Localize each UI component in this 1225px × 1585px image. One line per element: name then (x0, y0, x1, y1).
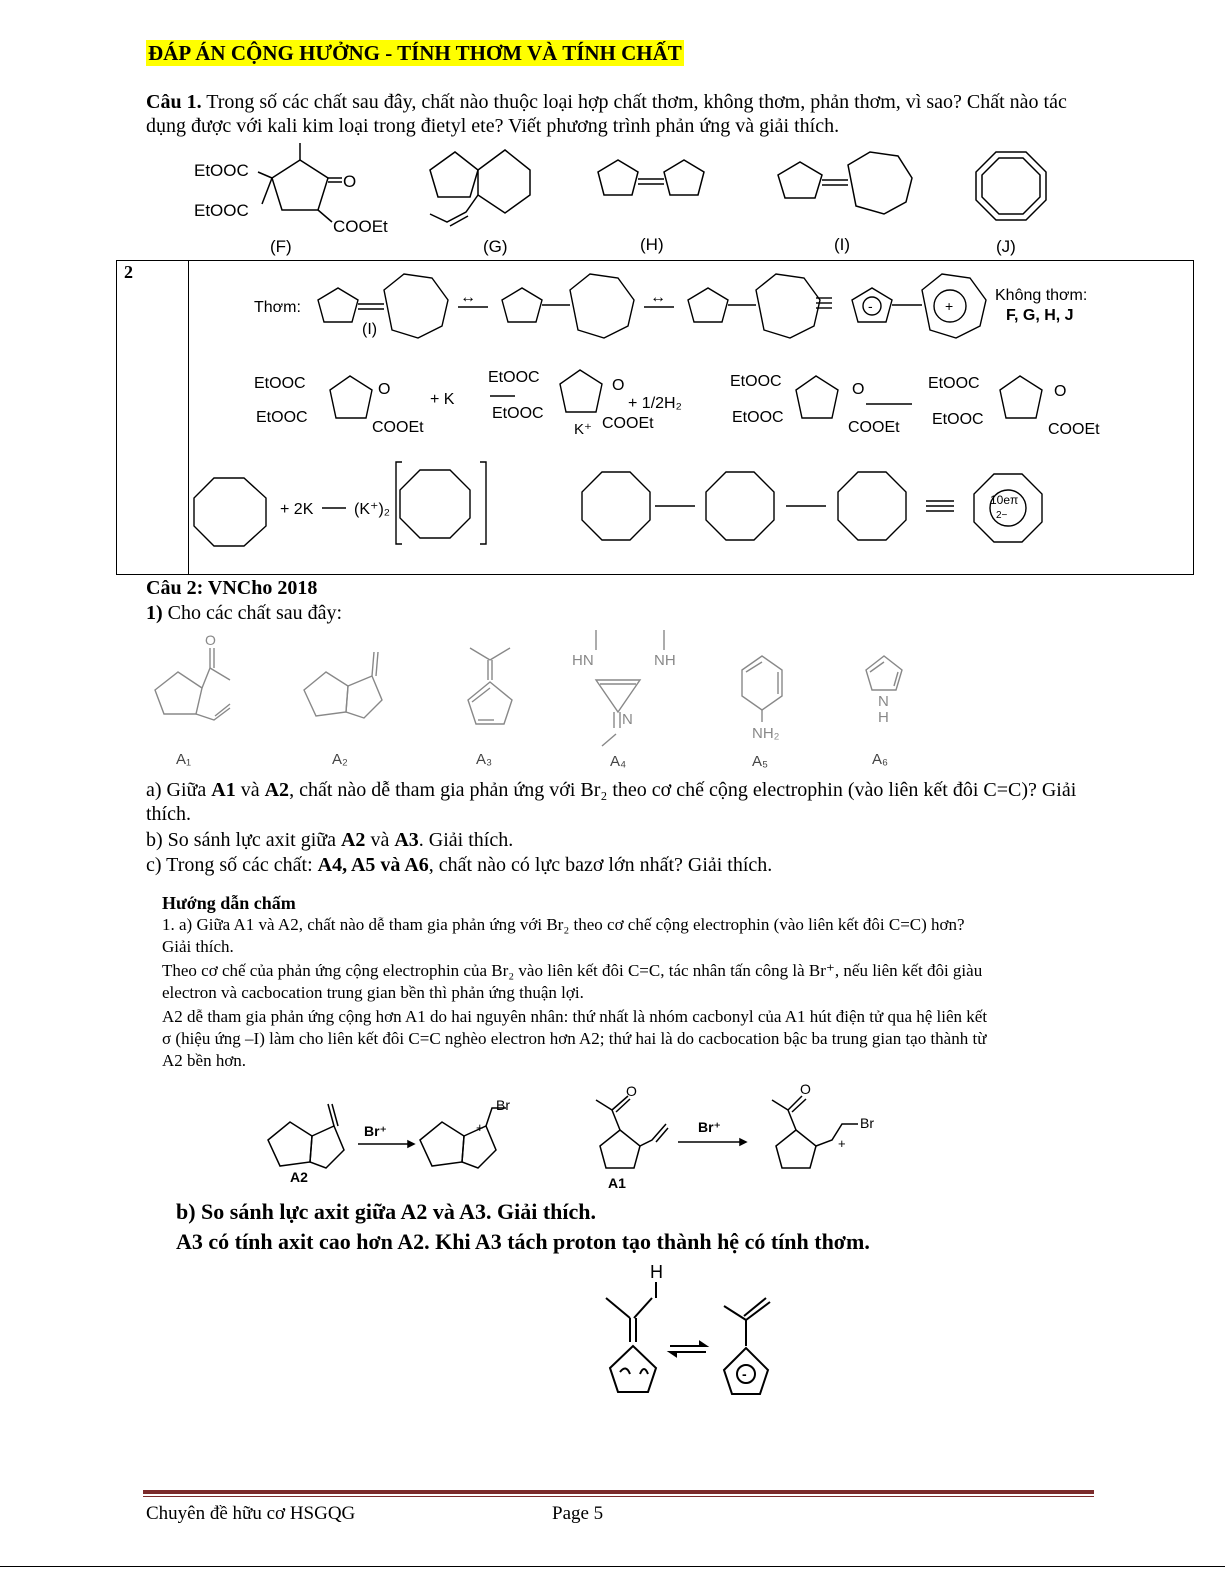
compound-j-label: (J) (996, 237, 1016, 256)
a6-h: H (878, 709, 889, 726)
question-1-label: Câu 1. (146, 91, 202, 113)
f-label-etooc2: EtOOC (194, 201, 249, 220)
rxn2-reagent: + 2K (280, 501, 314, 518)
footer-title: Chuyên đề hữu cơ HSGQG (146, 1503, 356, 1524)
qb-rest: . Giải thích. (418, 829, 514, 851)
cp-minus: - (868, 298, 873, 314)
label-a1: A1 (608, 1175, 626, 1191)
br-1: Br (496, 1097, 510, 1113)
a1-oxygen: O (205, 632, 216, 648)
qc-prefix: c) Trong số các chất: (146, 854, 318, 876)
rxn1-byproduct: + 1/2H₂ (628, 395, 682, 412)
reagent-br-1: Br⁺ (364, 1123, 387, 1139)
rxn1-cooet-4: COOEt (1048, 421, 1100, 438)
guide-b-heading: b) So sánh lực axit giữa A2 và A3. Giải thích. (176, 1199, 597, 1224)
guide-p3: A2 dễ tham gia phản ứng cộng hơn A1 do hai nguyên nhân: thứ nhất là nhóm cacbonyl của A1 hút điện tử qua hệ liên kết σ (hiệu ứng –I) làm cho liên kết đôi C=C nghèo electron hơn A2; thứ hai là do cacbocation bậc ba trung gian tạo thành từ A2 bền hơn. (162, 1007, 988, 1070)
question-2-source: : VNCho 2018 (196, 577, 318, 599)
qa-prefix: a) Giữa (146, 779, 212, 801)
rxn1-etooc-3: EtOOC (488, 369, 540, 386)
rxn2-charge: 2− (996, 510, 1008, 521)
qc-rest: , chất nào có lực bazơ lớn nhất? Giải thích. (428, 854, 773, 876)
rxn1-cation: K⁺ (574, 421, 592, 438)
rxn1-etooc-2: EtOOC (256, 409, 308, 426)
non-aromatic-list: F, G, H, J (1006, 307, 1074, 324)
part1-text: Cho các chất sau đây: (162, 602, 343, 624)
cation-plus-2: + (838, 1136, 846, 1151)
f-label-o: O (343, 172, 357, 191)
qa-rest: , chất nào dễ tham gia phản ứng với Br₂ theo cơ chế cộng electrophin (vào liên kết đôi C=C)? Giải thích. (146, 779, 1077, 825)
aromatic-label: Thơm: (254, 299, 301, 316)
reagent-br-2: Br⁺ (698, 1119, 721, 1135)
tropylium-plus: + (945, 298, 954, 314)
page-title: ĐÁP ÁN CỘNG HƯỞNG - TÍNH THƠM VÀ TÍNH CHẤT (148, 41, 682, 65)
bottom-rule (0, 1566, 1225, 1567)
rxn1-o-3: O (852, 381, 865, 398)
a4-n: N (622, 711, 633, 728)
proton-h: H (650, 1262, 663, 1282)
a6-label: A₆ (872, 751, 889, 768)
rxn1-cooet-2: COOEt (602, 415, 654, 432)
compound-h-label: (H) (640, 235, 664, 254)
compound-f-label: (F) (270, 237, 292, 256)
o-atom-1: O (626, 1083, 637, 1099)
qb-a2: A2 (340, 829, 366, 851)
qa-and: và (235, 779, 265, 801)
rxn2-electrons: 10eπ (990, 493, 1019, 507)
rxn1-o: O (378, 381, 391, 398)
question-1-text: Trong số các chất sau đây, chất nào thuộc loại hợp chất thơm, không thơm, phản thơm, vì sao? Chất nào tác dụng được với kali kim loại trong đietyl ete? Viết phương trình phản ứng và giải thích. (146, 91, 1067, 137)
anion-minus: - (742, 1366, 747, 1382)
label-a2: A2 (290, 1169, 308, 1185)
rxn1-reagent: + K (430, 391, 455, 408)
qb-prefix: b) So sánh lực axit giữa (146, 829, 341, 851)
footer-rule-thin (143, 1496, 1094, 1497)
a4-label: A₄ (610, 753, 627, 770)
a4-nh: NH (654, 652, 676, 669)
o-atom-2: O (800, 1081, 811, 1097)
rxn1-etooc: EtOOC (254, 375, 306, 392)
a5-label: A₅ (752, 753, 769, 770)
rxn1-etooc-4: EtOOC (492, 405, 544, 422)
a4-hn: HN (572, 652, 594, 669)
rxn1-cooet: COOEt (372, 419, 424, 436)
qa-a2: A2 (264, 779, 290, 801)
rxn2-product: (K⁺)₂ (354, 501, 390, 518)
guide-heading: Hướng dẫn chấm (162, 893, 296, 913)
br-2: Br (860, 1115, 874, 1131)
rxn1-etooc-7: EtOOC (928, 375, 980, 392)
a5-nh2: NH₂ (752, 725, 780, 742)
a1-label: A₁ (176, 751, 192, 768)
footer-rule-thick (143, 1490, 1094, 1494)
question-2-label: Câu 2 (146, 577, 197, 599)
a3-label: A₃ (476, 751, 493, 768)
f-label-etooc1: EtOOC (194, 161, 249, 180)
qb-a3: A3 (394, 829, 419, 851)
rxn1-o-4: O (1054, 383, 1067, 400)
rxn1-cooet-3: COOEt (848, 419, 900, 436)
compound-i-label: (I) (834, 235, 851, 254)
rxn1-o-2: O (612, 377, 625, 394)
answer-number: 2 (124, 262, 133, 282)
rxn1-etooc-5: EtOOC (730, 373, 782, 390)
rxn1-etooc-8: EtOOC (932, 411, 984, 428)
footer-page: Page 5 (552, 1503, 604, 1524)
a2-label: A₂ (332, 751, 348, 768)
f-label-cooet: COOEt (333, 217, 388, 236)
cation-plus-1: + (476, 1120, 484, 1135)
non-aromatic-label: Không thơm: (995, 287, 1088, 304)
guide-p2: Theo cơ chế của phản ứng cộng electrophin của Br₂ vào liên kết đôi C=C, tác nhân tấn công là Br⁺, nếu liên kết đôi giàu electron và cacbocation trung gian bền thì phản ứng thuận lợi. (162, 961, 983, 1002)
compound-g-label: (G) (483, 237, 508, 256)
a6-n: N (878, 693, 889, 710)
resonance-arrow-1: ↔ (460, 289, 476, 306)
rxn1-etooc-6: EtOOC (732, 409, 784, 426)
compound-i-label-2: (I) (362, 321, 378, 338)
part1-number: 1) (146, 602, 163, 624)
qa-a1: A1 (211, 779, 236, 801)
resonance-arrow-2: ↔ (650, 289, 666, 306)
guide-p1: 1. a) Giữa A1 và A2, chất nào dễ tham gia phản ứng với Br₂ theo cơ chế cộng electrophin (vào liên kết đôi C=C) hơn? Giải thích. (162, 915, 965, 956)
qc-bold: A4, A5 và A6 (317, 854, 429, 876)
guide-b-text: A3 có tính axit cao hơn A2. Khi A3 tách proton tạo thành hệ có tính thơm. (176, 1229, 870, 1254)
qb-and: và (365, 829, 395, 851)
